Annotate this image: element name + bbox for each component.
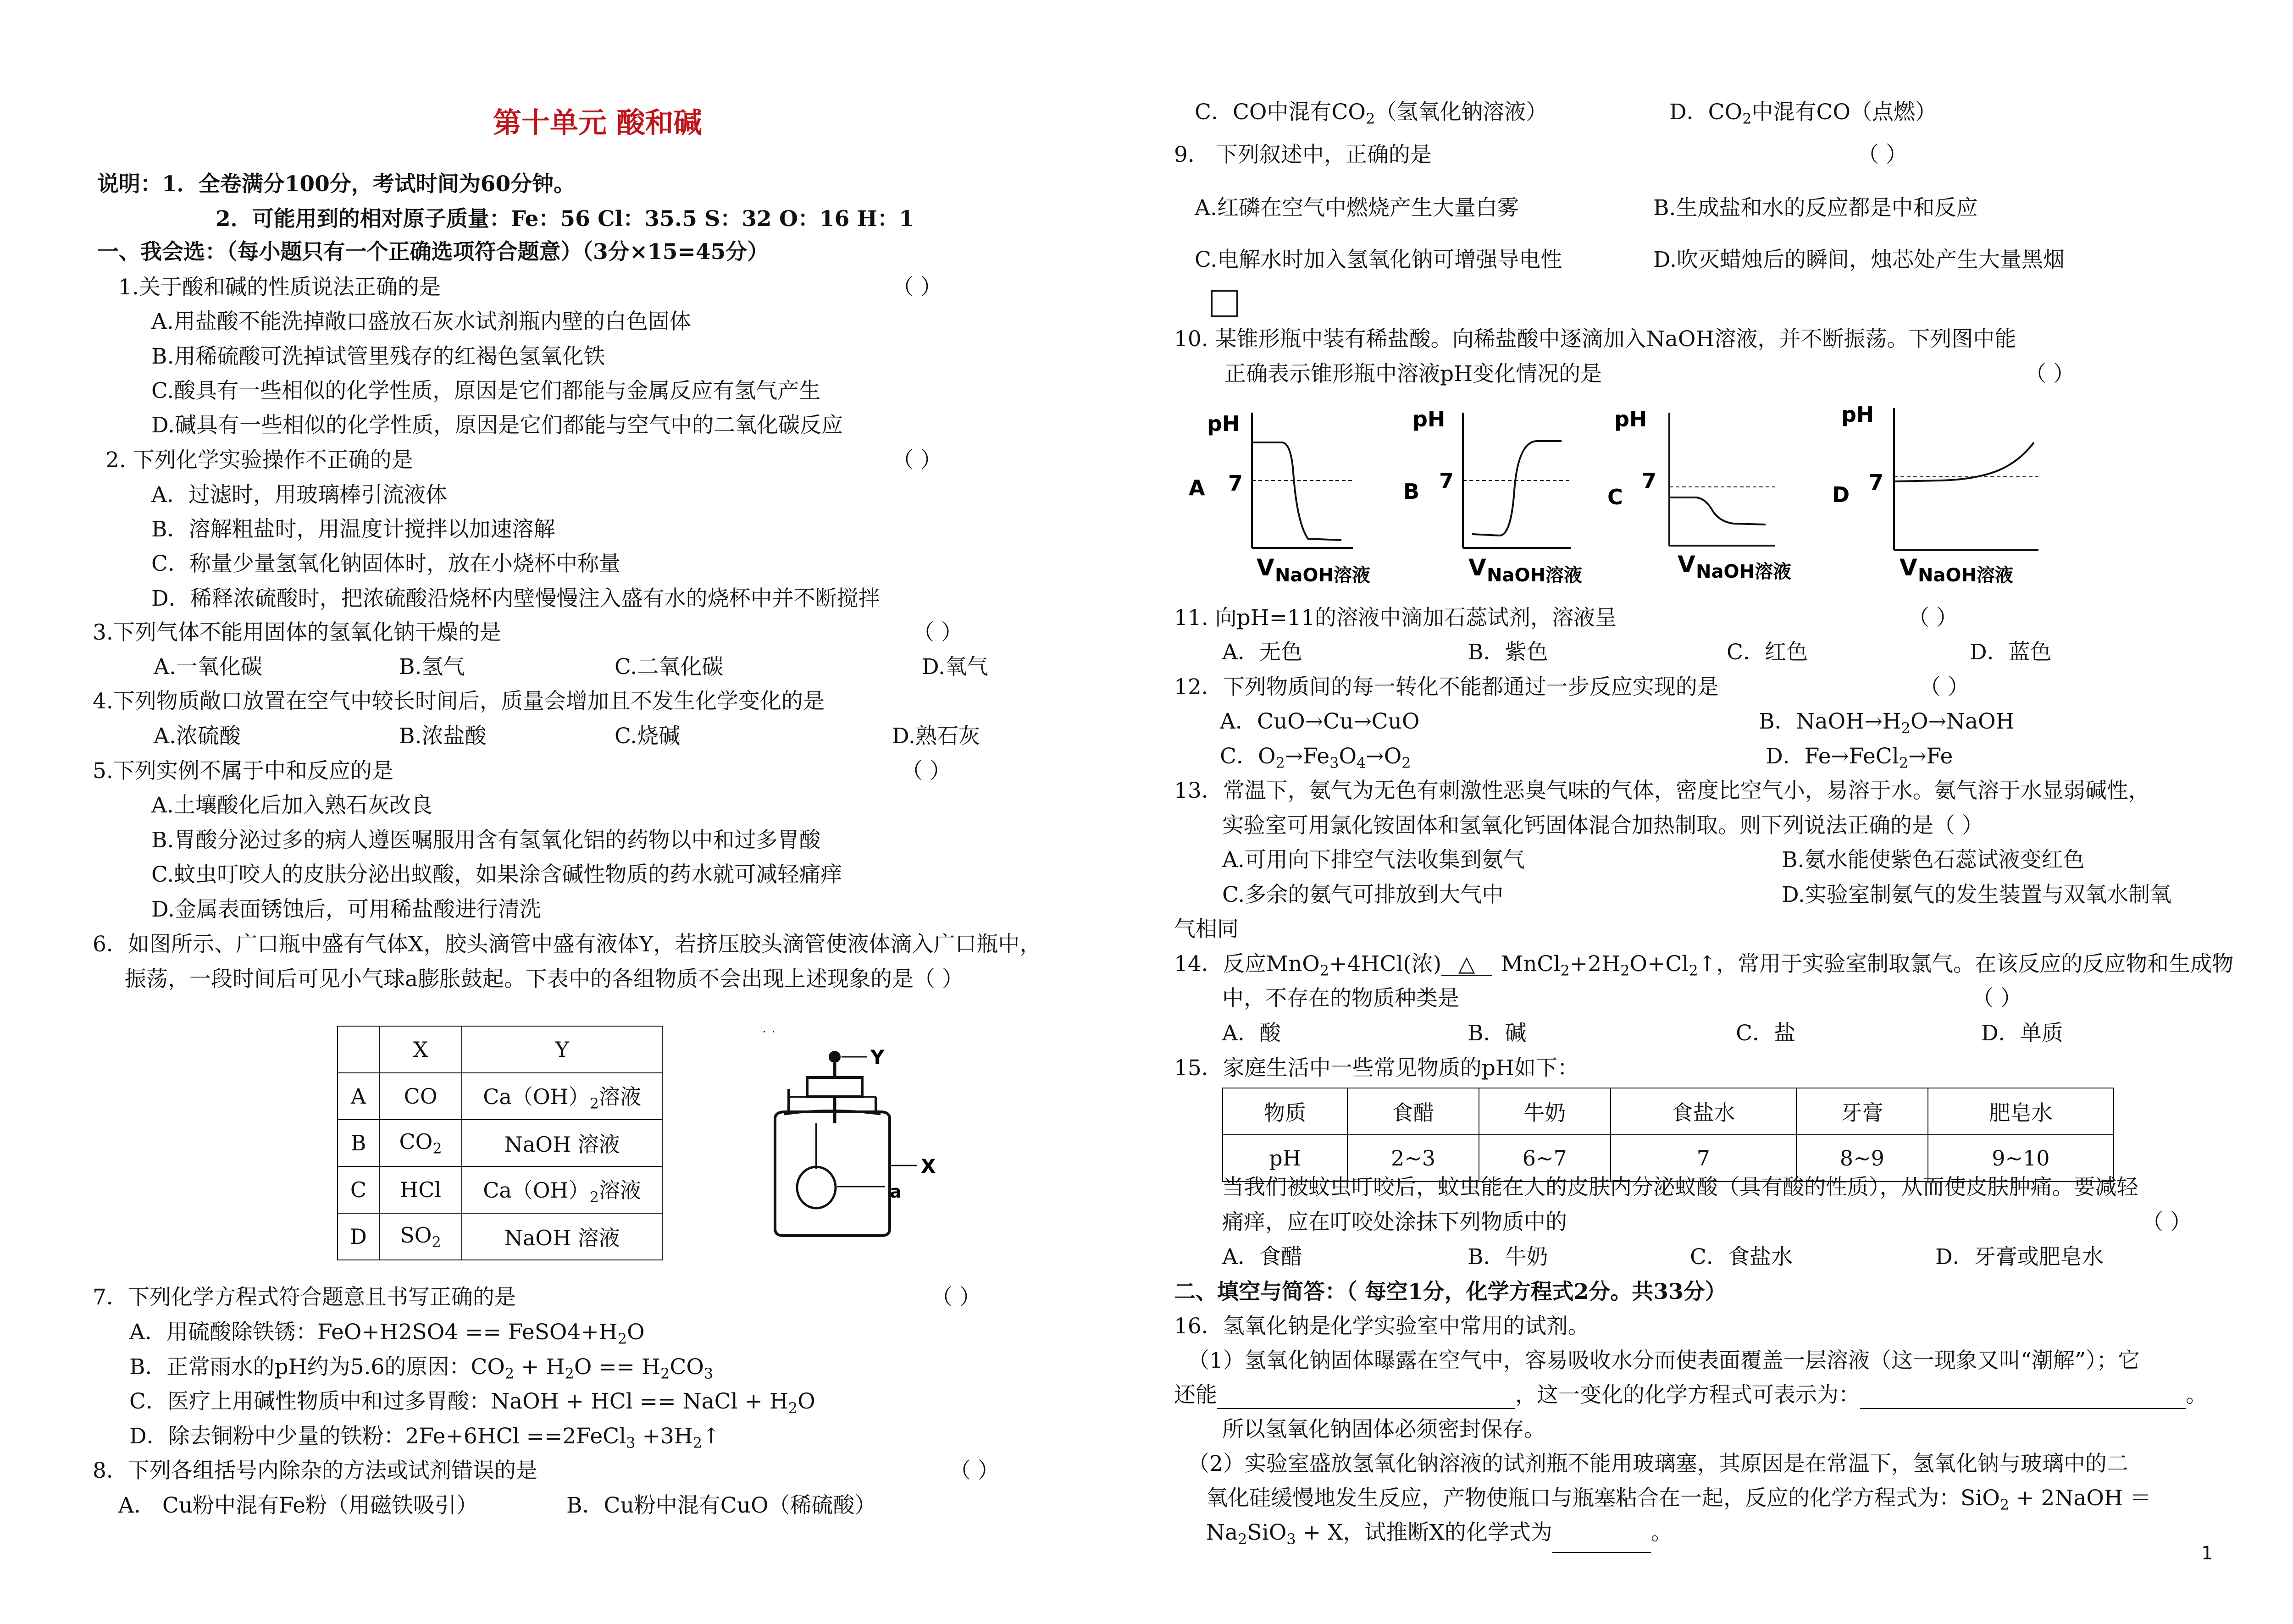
q5-option-b: B.胃酸分泌过多的病人遵医嘱服用含有氢氧化铝的药物以中和过多胃酸 [151,828,821,853]
q4-stem: 4.下列物质敞口放置在空气中较长时间后，质量会增加且不发生化学变化的是 [93,689,825,714]
q14-option-d: D．单质 [1981,1021,2063,1046]
table-cell: B [338,1120,379,1166]
q6-stem-line1: 6．如图所示、广口瓶中盛有气体X，胶头滴管中盛有液体Y，若挤压胶头滴管使液体滴入广口瓶中， [93,932,1041,957]
graph-d-ylabel: pH [1841,402,1874,427]
table-cell: pH [1223,1135,1347,1182]
table-row [338,1213,662,1260]
q12-option-b: B．$NaOH\to H_2O\to NaOH$ [1759,709,2015,737]
q2-answer-paren[interactable]: （ ） [892,447,942,473]
q7-option-a: A．用硫酸除铁锈：$FeO+H2SO4 == FeSO4+H_2O$ [129,1320,645,1348]
table-cell: NaOH 溶液 [462,1213,662,1260]
q13-option-c: C.多余的氨气可排放到大气中 [1222,882,1504,907]
page-title: 第十单元 酸和碱 [493,106,702,139]
table-cell: CO [379,1073,462,1120]
q12-option-a: A．CuO→Cu→CuO [1220,709,1420,734]
q8-answer-paren[interactable]: （ ） [949,1458,999,1483]
q7-answer-paren[interactable]: （ ） [931,1285,981,1310]
q16-part2-line1: （2）实验室盛放氢氧化钠溶液的试剂瓶不能用玻璃塞，其原因是在常温下，氢氧化钠与玻璃中的二 [1188,1451,2128,1476]
table-cell: $Ca(OH)_2$溶液 [462,1166,662,1213]
table-cell: 7 [1611,1135,1796,1182]
graph-b-letter: B [1403,479,1420,504]
q15-text-line1: 当我们被蚊虫叮咬后，蚊虫能在人的皮肤内分泌蚁酸（具有酸的性质），从而使皮肤肿痛。要减轻 [1222,1175,2138,1200]
table-cell: D [338,1213,379,1260]
table-row [1223,1088,2114,1135]
q6-stem-line2: 振荡，一段时间后可见小气球a膨胀鼓起。下表中的各组物质不会出现上述现象的是（ ） [125,967,964,992]
q4-option-c: C.烧碱 [615,724,681,749]
table-cell: 牛奶 [1479,1088,1611,1135]
q16-part1-line2: 还能 ，这一变化的化学方程式可表示为： 。 [1174,1381,2207,1409]
q3-option-c: C.二氧化碳 [615,654,724,679]
q7-option-c: C．医疗上用碱性物质中和过多胃酸：NaOH + HCl == NaCl + $H_2O$ [129,1389,815,1417]
q3-option-d: D.氧气 [922,654,988,679]
q1-stem: 1.关于酸和碱的性质说法正确的是 [118,275,441,300]
table-cell: C [338,1166,379,1213]
q9-option-a: A.红磷在空气中燃烧产生大量白雾 [1195,195,1519,221]
table-cell: NaOH 溶液 [462,1120,662,1166]
q15-stem: 15．家庭生活中一些常见物质的pH如下： [1174,1055,1579,1081]
q2-option-c: C．称量少量氢氧化钠固体时，放在小烧杯中称量 [151,551,620,576]
q10-stem-line1: 10. 某锥形瓶中装有稀盐酸。向稀盐酸中逐滴加入NaOH溶液，并不断振荡。下列图中能 [1174,326,2016,352]
table-cell: 6~7 [1479,1135,1611,1182]
q7-option-b: B．正常雨水的pH约为5.6的原因：$CO_2 + H_2O == H_2CO_3$ [129,1354,714,1382]
table-cell: HCl [379,1166,462,1213]
graph-a-xlabel: V [1257,554,1274,581]
q14-option-b: B．碱 [1468,1021,1527,1046]
table-cell: 食醋 [1347,1088,1479,1135]
q9-option-b: B.生成盐和水的反应都是中和反应 [1653,195,1978,221]
graph-b-seven: 7 [1439,469,1454,493]
table-cell: 8~9 [1796,1135,1928,1182]
table-cell: 肥皂水 [1928,1088,2114,1135]
figure-label-a: a [890,1182,902,1202]
q10-ph-graphs [1188,399,2165,596]
q14-stem-line1: 14．反应MnO$_2$+4HCl(浓) △ $MnCl_2+2H_2O+Cl_2↑$，常用于实验室制取氯气。在该反应的反应物和生成物 [1174,951,2234,979]
q15-option-d: D．牙膏或肥皂水 [1935,1244,2104,1270]
q6-table [337,1026,663,1260]
q12-option-c: C．$O_2\to Fe_3O_4\to O_2$ [1220,744,1411,772]
q15-text-line2: 痛痒，应在叮咬处涂抹下列物质中的 [1222,1210,1567,1235]
q10-stem-line2: 正确表示锥形瓶中溶液pH变化情况的是 [1224,361,1602,387]
table-cell: 9~10 [1928,1135,2114,1182]
q8-option-c: C．CO中混有$CO_2$（氢氧化钠溶液） [1195,99,1548,127]
q16-part1-line1: （1）氢氧化钠固体曝露在空气中，容易吸收水分而使表面覆盖一层溶液（这一现象又叫“潮解”）；它 [1188,1348,2140,1373]
q3-option-a: A.一氧化碳 [154,654,262,679]
graph-d [1832,402,2038,586]
q5-stem: 5.下列实例不属于中和反应的是 [93,758,393,784]
graph-a-letter: A [1189,475,1205,500]
answer-blank-2[interactable] [1860,1385,2186,1409]
heat-condition-symbol: △ [1441,954,1492,976]
figure-label-y: Y [870,1046,885,1068]
q13-option-a: A.可用向下排空气法收集到氨气 [1222,847,1525,873]
table-row [338,1073,662,1120]
q7-stem: 7．下列化学方程式符合题意且书写正确的是 [93,1285,516,1310]
table-cell: $CO_2$ [379,1120,462,1166]
graph-b-ylabel: pH [1412,407,1446,431]
q15-ph-table [1222,1088,2114,1182]
graph-c-ylabel: pH [1614,407,1647,431]
q13-stem-line1: 13．常温下，氨气为无色有刺激性恶臭气味的气体，密度比空气小，易溶于水。氨气溶于水显弱碱性， [1174,778,2150,803]
graph-a-seven: 7 [1228,471,1243,496]
q15-option-a: A．食醋 [1222,1244,1302,1270]
q13-option-d-cont: 气相同 [1174,917,1239,942]
q16-part2-line3: $Na_2SiO_3 + X$，试推断X的化学式为 。 [1206,1519,1673,1553]
q8-option-a: A． Cu粉中混有Fe粉（用磁铁吸引） [118,1493,478,1518]
graph-a-ylabel: pH [1207,411,1240,436]
q11-option-d: D．蓝色 [1970,640,2052,665]
q12-stem: 12．下列物质间的每一转化不能都通过一步反应实现的是 [1174,674,1719,700]
q11-option-b: B．紫色 [1468,640,1548,665]
q2-option-a: A．过滤时，用玻璃棒引流液体 [151,482,447,508]
q5-answer-paren[interactable]: （ ） [901,758,951,784]
table-cell [338,1026,379,1073]
q3-option-b: B.氢气 [399,654,465,679]
graph-d-seven: 7 [1869,470,1884,495]
q1-option-a: A.用盐酸不能洗掉敞口盛放石灰水试剂瓶内壁的白色固体 [151,309,691,334]
graph-c-letter: C [1607,485,1623,509]
q5-option-c: C.蚊虫叮咬人的皮肤分泌出蚁酸，如果涂含碱性物质的药水就可减轻痛痒 [151,862,842,887]
q15-option-c: C．食盐水 [1690,1244,1793,1270]
q11-answer-paren[interactable]: （ ） [1908,605,1958,630]
q2-stem: 2. 下列化学实验操作不正确的是 [105,447,413,473]
q14-option-a: A．酸 [1222,1021,1281,1046]
q11-option-c: C．红色 [1727,640,1808,665]
q9-option-c: C.电解水时加入氢氧化钠可增强导电性 [1195,247,1562,272]
q9-option-d: D.吹灭蜡烛后的瞬间，烛芯处产生大量黑烟 [1653,247,2065,272]
q1-option-c: C.酸具有一些相似的化学性质，原因是它们都能与金属反应有氢气产生 [151,378,821,403]
q8-stem: 8．下列各组括号内除杂的方法或试剂错误的是 [93,1458,537,1483]
q12-answer-paren[interactable]: （ ） [1919,674,1969,700]
q4-option-d: D.熟石灰 [892,724,980,749]
q3-stem: 3.下列气体不能用固体的氢氧化钠干燥的是 [93,620,501,645]
table-cell: 物质 [1223,1088,1347,1135]
q3-answer-paren[interactable]: （ ） [913,620,963,645]
table-cell: 2~3 [1347,1135,1479,1182]
q14-answer-paren[interactable]: （ ） [1972,986,2022,1011]
q13-option-d: D.实验室制氨气的发生装置与双氧水制氧 [1782,882,2171,907]
note-2: 2．可能用到的相对原子质量：Fe：56 Cl：35.5 S：32 O：16 H：1 [216,206,914,232]
q5-option-d: D.金属表面锈蚀后，可用稀盐酸进行清洗 [151,897,541,922]
graph-d-xlabel: V [1900,554,1917,581]
table-row [338,1166,662,1213]
table-cell: Y [462,1026,662,1073]
q16-part2-line2: 氧化硅缓慢地发生反应，产物使瓶口与瓶塞粘合在一起，反应的化学方程式为：SiO$_2$ + 2NaOH ＝ [1206,1486,2151,1514]
graph-a [1189,411,1370,586]
table-cell: A [338,1073,379,1120]
graph-c-seven: 7 [1642,469,1657,493]
q5-option-a: A.土壤酸化后加入熟石灰改良 [151,793,432,818]
figure-label-x: X [921,1155,936,1177]
q2-option-d: D．稀释浓硫酸时，把浓硫酸沿烧杯内壁慢慢注入盛有水的烧杯中并不断搅拌 [151,586,880,611]
q2-option-b: B．溶解粗盐时，用温度计搅拌以加速溶解 [151,517,555,542]
q12-option-d: D．Fe→FeCl$_2$→Fe [1766,744,1953,772]
note-1: 说明：1．全卷满分100分，考试时间为60分钟。 [97,171,576,197]
table-row [338,1120,662,1166]
section-1-heading: 一、我会选：（每小题只有一个正确选项符合题意）（3分×15=45分） [97,239,769,265]
table-cell: 牙膏 [1796,1088,1928,1135]
page-number: 1 [2201,1543,2213,1564]
q1-option-d: D.碱具有一些相似的化学性质，原因是它们都能与空气中的二氧化碳反应 [151,413,843,438]
q8-option-d: D．$CO_2$中混有CO（点燃） [1669,99,1937,127]
q16-part1-line3: 所以氢氧化钠固体必须密封保存。 [1222,1417,1545,1442]
table-cell: $SO_2$ [379,1213,462,1260]
section-2-heading: 二、填空与简答：（ 每空1分，化学方程式2分。共33分） [1174,1279,1727,1304]
q10-answer-paren[interactable]: （ ） [2025,361,2075,387]
table-cell: 食盐水 [1611,1088,1796,1135]
graph-d-letter: D [1832,482,1850,507]
q14-option-c: C．盐 [1736,1021,1795,1046]
table-cell: $Ca(OH)_2$溶液 [462,1073,662,1120]
graph-d-xsub: NaOH溶液 [1918,565,2013,586]
q8-option-b: B．Cu粉中混有CuO（稀硫酸） [566,1493,876,1518]
graph-c [1607,407,1791,582]
answer-checkbox[interactable] [1211,290,1238,317]
q9-stem: 9． 下列叙述中，正确的是 [1174,142,1432,167]
q6-apparatus-figure [752,1027,1027,1238]
table-row [338,1026,662,1073]
q11-option-a: A．无色 [1222,640,1302,665]
graph-c-xsub: NaOH溶液 [1696,561,1791,582]
graph-c-xlabel: V [1678,551,1695,578]
answer-blank-3[interactable] [1552,1529,1651,1553]
table-cell: X [379,1026,462,1073]
q13-option-b: B.氨水能使紫色石蕊试液变红色 [1782,847,2085,873]
q13-stem-line2: 实验室可用氯化铵固体和氢氧化钙固体混合加热制取。则下列说法正确的是（ ） [1222,813,1983,838]
q4-option-a: A.浓硫酸 [154,724,241,749]
q1-answer-paren[interactable]: （ ） [892,275,942,300]
q9-answer-paren[interactable]: （ ） [1857,142,1907,167]
graph-b-xsub: NaOH溶液 [1487,565,1582,586]
q1-option-b: B.用稀硫酸可洗掉试管里残存的红褐色氢氧化铁 [151,344,605,369]
q15-option-b: B．牛奶 [1468,1244,1548,1270]
q15-answer-paren[interactable]: （ ） [2142,1210,2192,1235]
q16-stem: 16．氢氧化钠是化学实验室中常用的试剂。 [1174,1314,1590,1339]
q7-option-d: D．除去铜粉中少量的铁粉：2Fe+6HCl ==2FeCl$_3$ $+3H_2↑$ [129,1424,720,1452]
q14-stem-line2: 中，不存在的物质种类是 [1222,986,1459,1011]
graph-a-xsub: NaOH溶液 [1275,565,1370,586]
q4-option-b: B.浓盐酸 [399,724,487,749]
q11-stem: 11. 向pH=11的溶液中滴加石蕊试剂，溶液呈 [1174,605,1617,630]
graph-b-xlabel: V [1468,554,1486,581]
graph-b [1403,407,1582,586]
answer-blank-1[interactable] [1217,1385,1515,1409]
